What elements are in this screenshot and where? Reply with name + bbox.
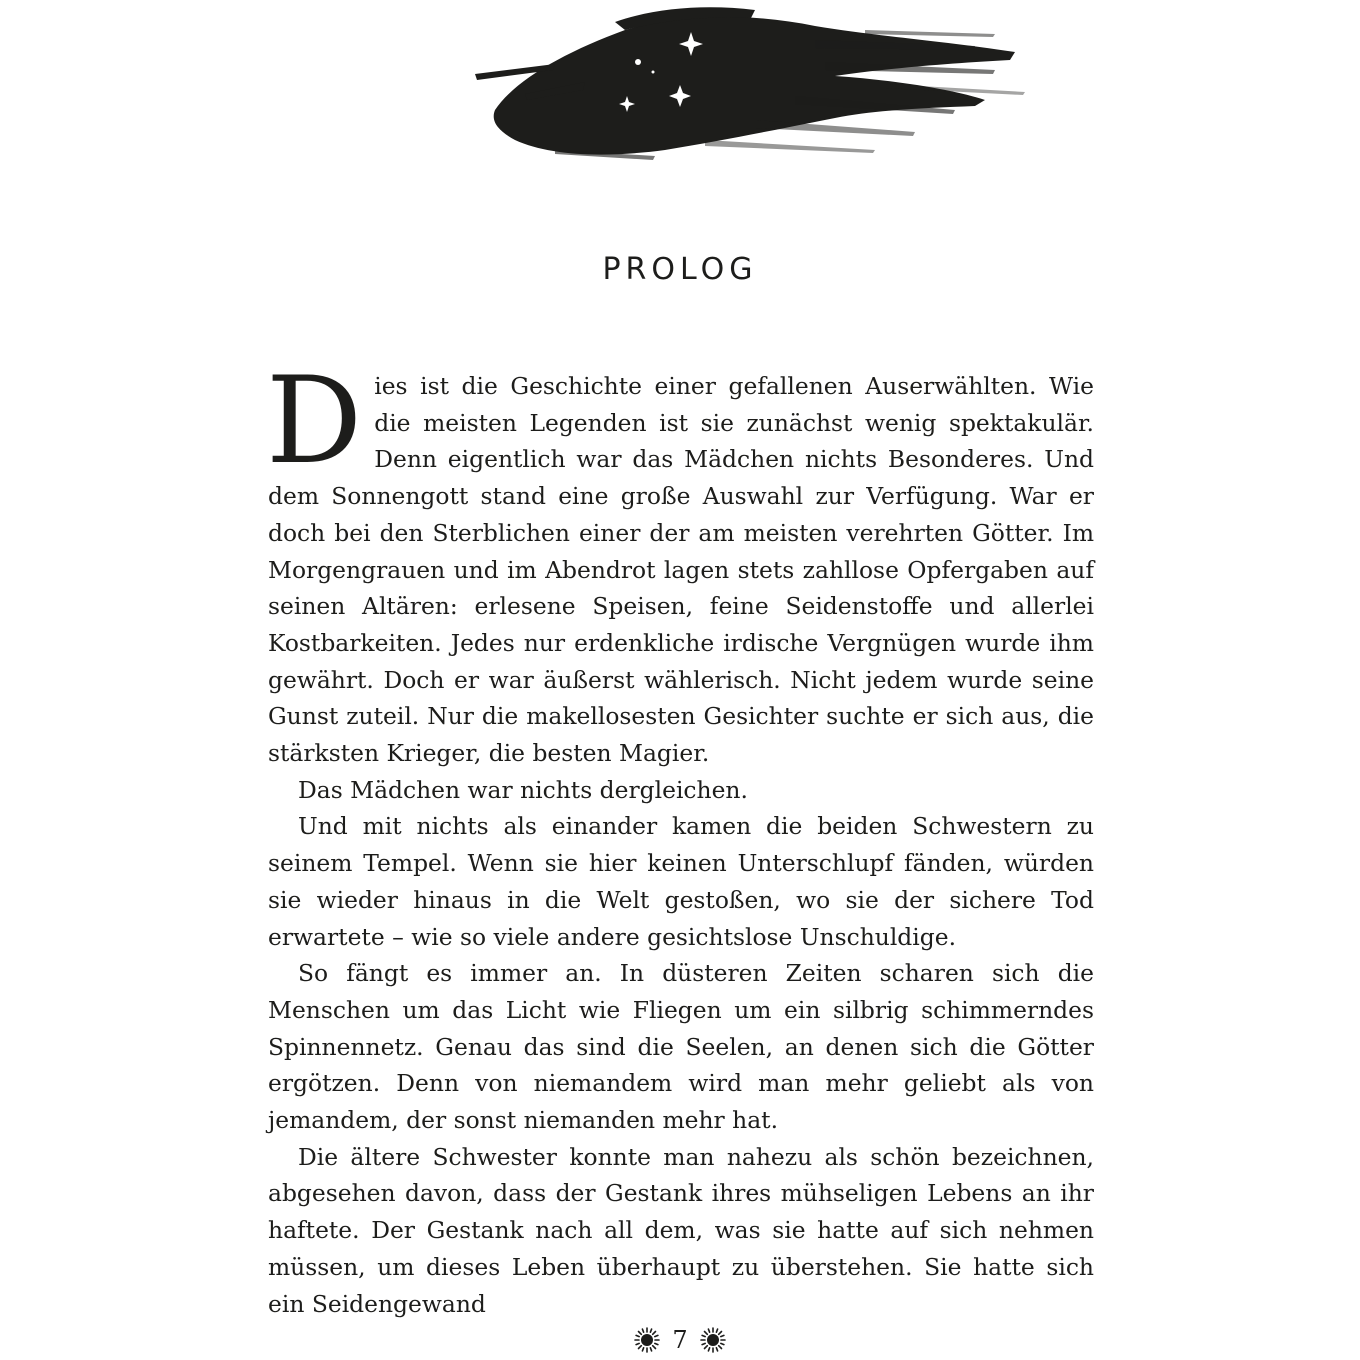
body-text — [266, 352, 1094, 1322]
first-paragraph — [266, 352, 1094, 772]
chapter-title: PROLOG — [602, 252, 758, 287]
sun-icon — [700, 1327, 726, 1353]
paragraph: Die ältere Schwester konnte man nahezu als schön bezeichnen, abgesehen davon, dass der Gestank ihres mühseligen Lebens an ihr haftete. Der Gestank nach all dem, was sie hatte auf sich nehmen müssen, um dieses Leben überhaupt zu überstehen. Sie hatte sich ein Seidengewand — [268, 1142, 1094, 1318]
page-number: 7 — [672, 1326, 688, 1354]
page-footer — [0, 1326, 1360, 1354]
paragraph: Das Mädchen war nichts dergleichen. — [298, 775, 748, 804]
paragraph: Und mit nichts als einander kamen die beiden Schwestern zu seinem Tempel. Wenn sie hier keinen Unterschlupf fänden, würden sie wieder hinaus in die Welt gestoßen, wo sie der sichere Tod erwartete – wie so viele andere gesichtslose Unschuldige. — [268, 812, 1094, 951]
ink-brush-stars-icon — [455, 0, 1035, 180]
sun-icon — [634, 1327, 660, 1353]
paragraph: So fängt es immer an. In düsteren Zeiten scharen sich die Menschen um das Licht wie Fliegen um ein silbrig schimmerndes Spinnennetz. Genau das sind die Seelen, an denen sich die Götter ergötzen. Denn von niemandem wird man mehr geliebt als von jemandem, der sonst niemanden mehr hat. — [268, 959, 1094, 1135]
first-paragraph-text: ies ist die Geschichte einer gefallenen Auserwählten. Wie die meisten Legenden ist sie zunächst wenig spektakulär. Denn eigentlich war das Mädchen nichts Besonderes. Und dem Sonnengott stand eine große Auswahl zur Verfügung. War er doch bei den Sterblichen einer der am meisten verehrten Götter. Im Morgengrauen und im Abendrot lagen stets zahllose Opfergaben auf seinen Altären: erlesene Speisen, feine Seidenstoffe und allerlei Kostbarkeiten. Jedes nur erdenkliche irdische Vergnügen wurde ihm gewährt. Doch er war äußerst wählerisch. Nicht jedem wurde seine Gunst zuteil. Nur die makellosesten Gesichter suchte er sich aus, die stärksten Krieger, die besten Magier. — [268, 372, 1094, 768]
drop-cap: D — [266, 352, 363, 491]
